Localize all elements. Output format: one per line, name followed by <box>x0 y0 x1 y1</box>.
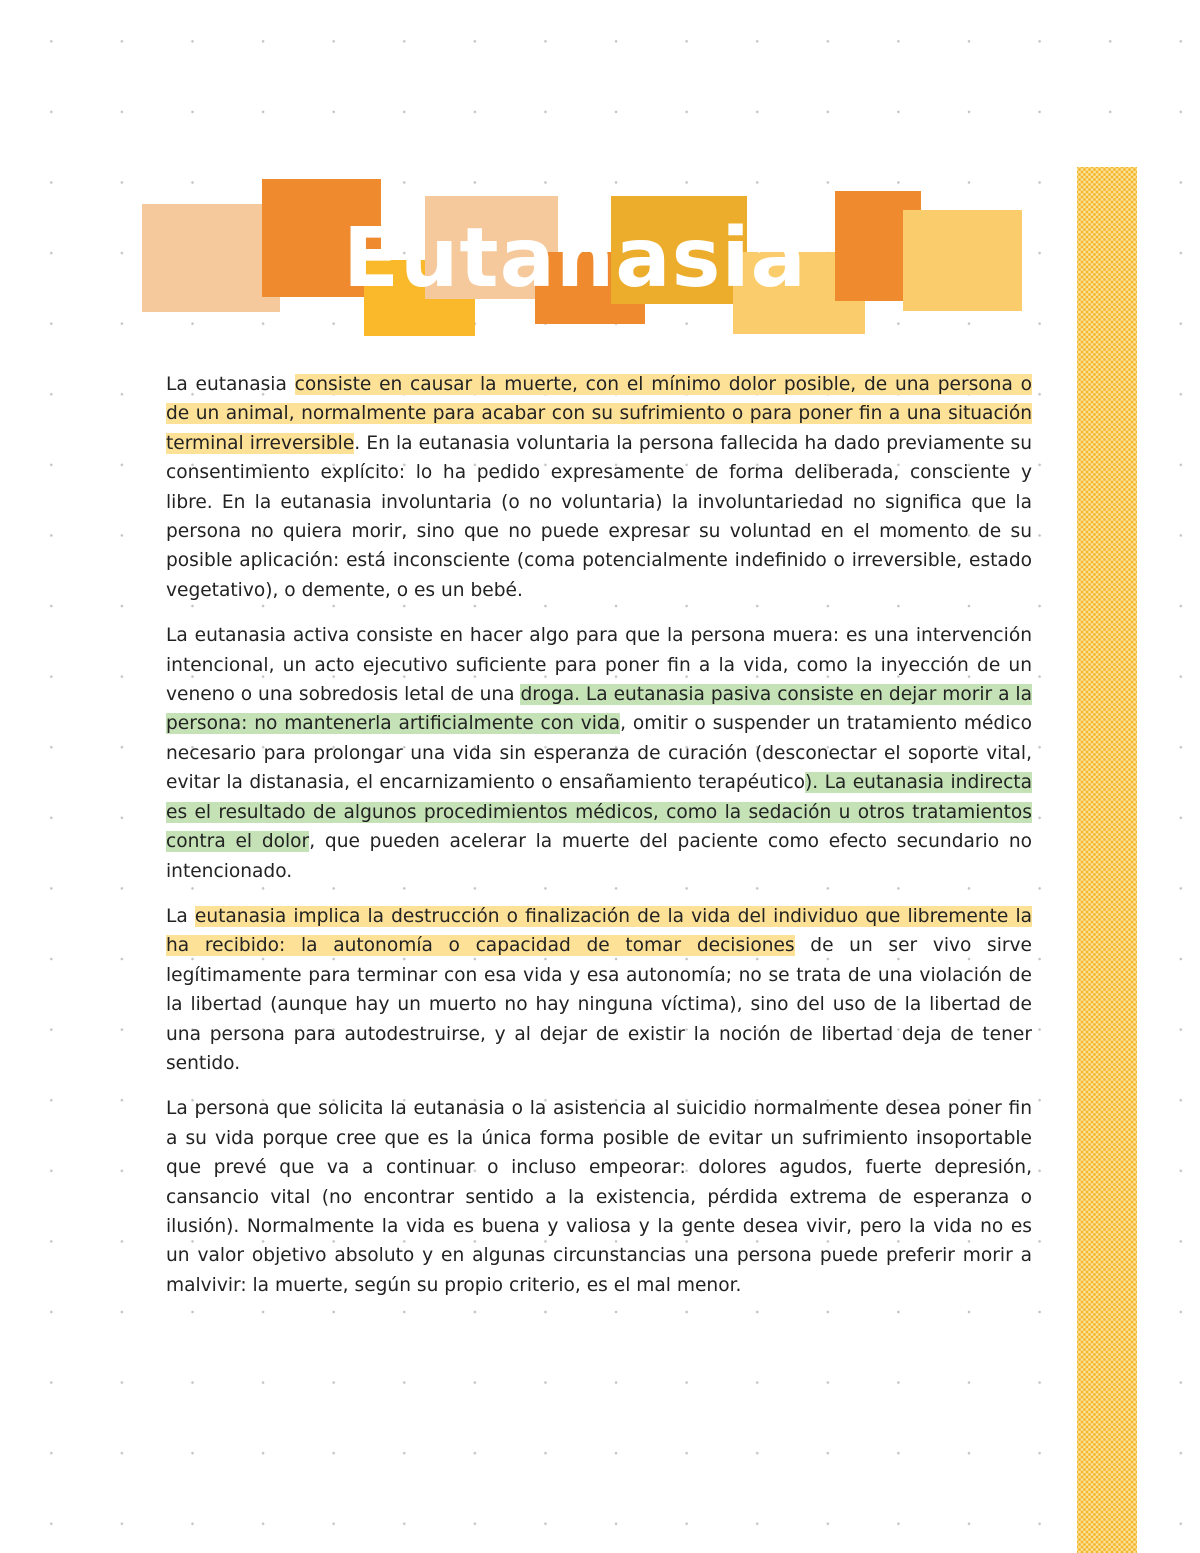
paragraph-text: , omitir o suspender un tratamiento médico necesario para prolongar una vida sin esperanza de curación (desconectar el soporte vital, evitar la distanasia, el encarnizamiento o ensañamiento terapéutico <box>166 713 1033 794</box>
paragraph-text: . En la eutanasia voluntaria la persona fallecida ha dado previamente su consentimiento explícito: lo ha pedido expresamente de forma deliberada, consciente y libre. En la eutanasia involuntaria (o no voluntaria) la involuntariedad no significa que la persona no quiera morir, sino que no puede expresar su voluntad en el momento de su posible aplicación: está inconsciente (coma potencialmente indefinido o irreversible, estado vegetativo), o demente, o es un bebé. <box>166 432 1032 601</box>
paragraph <box>166 370 1032 605</box>
paragraph <box>166 1094 1032 1300</box>
page-title: Eutanasia <box>343 211 807 306</box>
highlighted-text: droga. La eutanasia pasiva consiste en dejar morir a la persona: no mantenerla artificialmente con vida <box>166 684 1032 735</box>
paragraph <box>166 621 1032 886</box>
paragraph-text: , que pueden acelerar la muerte del paciente como efecto secundario no intencionado. <box>166 831 1032 882</box>
paragraph <box>166 902 1032 1078</box>
paragraph-text: La <box>166 905 195 927</box>
banner-square <box>142 204 280 312</box>
paragraph-text: La eutanasia activa consiste en hacer algo para que la persona muera: es una intervención intencional, un acto ejecutivo suficiente para poner fin a la vida, como la inyección de un veneno o una sobredosis letal de una <box>166 625 1032 706</box>
decorative-side-stripe <box>1077 167 1137 1553</box>
paragraph-text: La persona que solicita la eutanasia o la asistencia al suicidio normalmente desea poner fin a su vida porque cree que es la única forma posible de evitar un sufrimiento insoportable que prevé que va a continuar o incluso empeorar: dolores agudos, fuerte depresión, cansancio vital (no encontrar sentido a la existencia, pérdida extrema de esperanza o ilusión). Normalmente la vida es buena y valiosa y la gente desea vivir, pero la vida no es un valor objetivo absoluto y en algunas circunstancias una persona puede preferir morir a malvivir: la muerte, según su propio criterio, es el mal menor. <box>166 1098 1032 1296</box>
highlighted-text: consiste en causar la muerte, con el mínimo dolor posible, de una persona o de un animal, normalmente para acabar con su sufrimiento o para poner fin a una situación terminal irreversible <box>166 374 1032 454</box>
paragraph-text: La eutanasia <box>166 374 295 395</box>
article-body <box>166 370 1032 1316</box>
paragraph-text: de un ser vivo sirve legítimamente para terminar con esa vida y esa autonomía; no se trata de una violación de la libertad (aunque hay un muerto no hay ninguna víctima), sino del uso de la libertad de una persona para autodestruirse, y al dejar de existir la noción de libertad deja de tener sentido. <box>166 935 1032 1074</box>
highlighted-text: eutanasia implica la destrucción o finalización de la vida del individuo que libremente la ha recibido: la autonomía o capacidad de tomar decisiones <box>166 905 1033 957</box>
highlighted-text: ). La eutanasia indirecta es el resultado de algunos procedimientos médicos, como la sedación u otros tratamientos contra el dolor <box>166 772 1032 853</box>
banner-square <box>903 210 1022 311</box>
title-banner <box>0 0 1200 340</box>
